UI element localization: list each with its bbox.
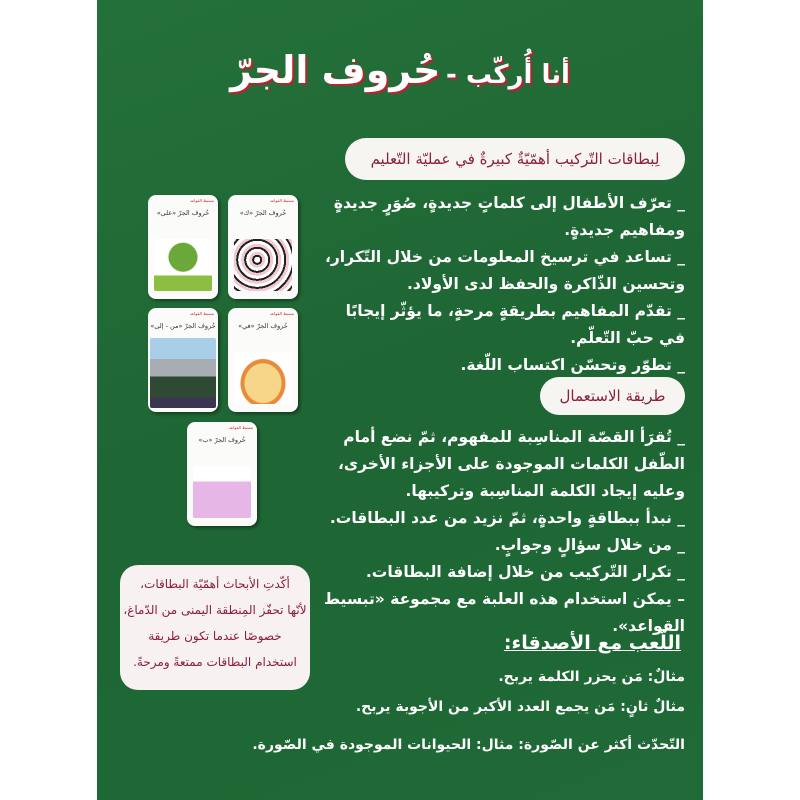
list-item: _ من خلال سؤالٍ وجوابٍ. [494,536,685,554]
card-tag: تبسيط القواعد [269,311,294,316]
page-title [97,48,703,92]
section3-footer: التّحدّث أكثر عن الصّورة: مثال: الحيوانات الموجودة في الصّورة. [252,737,685,753]
card-illustration [234,239,292,291]
card-min-ila [148,308,218,412]
note-line: لأنّها تحفّز المِنطقة اليمنى من الدّماغ، [123,603,307,617]
note-line: خصوصًا عندما تكون طريقة [148,629,282,643]
section3-list [265,662,685,722]
card-tag: تبسيط القواعد [228,425,253,430]
card-tag: تبسيط القواعد [189,198,214,203]
card-title: حُروف الجرّ «ب» [198,436,246,444]
card-ala [148,195,218,299]
research-note [120,565,310,690]
section3-heading: اللّعب مع الأصدقاء: [503,632,681,654]
list-item: _ تطوّر وتحسّن اكتساب اللّغة. [460,356,685,374]
tree-illustration [154,239,212,291]
list-item: _ تقدّم المفاهيم بطريقةٍ مرحةٍ، ما يؤثّر إيجابًا في حبّ التّعلّم. [345,302,685,347]
section2-heading: طريقة الاستعمال [540,377,685,415]
list-item: مثالٌ ثانٍ: مَن يجمع العدد الأكبر من الأجوبة يربح. [355,699,685,715]
card-k [228,195,298,299]
card-tag: تبسيط القواعد [189,311,214,316]
series-title: أنا أُركّب - [446,60,570,90]
list-item: _ تعرّف الأطفال إلى كلماتٍ جديدةٍ، صُوَرٍ جديدةٍ ومفاهيم جديدةٍ. [333,194,685,239]
section1-heading: لِبطاقات التّركيب أهمّيّةٌ كبيرةٌ في عمليّة التّعليم [345,138,685,180]
card-title: حُروف الجرّ «من - إلى» [150,322,216,330]
children-illustration [193,466,251,518]
note-line: أكّدتِ الأبحاث أهمّيّة البطاقات، [140,577,290,591]
list-item: _ تكرار التّركيب من خلال إضافة البطاقات. [365,563,685,581]
card-ba [187,422,257,526]
card-title: حُروف الجرّ «في» [238,322,288,330]
list-item: _ نبدأ ببطاقةٍ واحدةٍ، ثمّ نزيد من عدد البطاقات. [329,509,685,527]
section1-list [325,190,685,379]
car-illustration [150,338,216,408]
note-line: استخدام البطاقات ممتعةً ومرحةً. [133,655,297,669]
list-item: – يمكن استخدام هذه العلبة مع مجموعة «تبسيط القواعد». [323,590,685,635]
card-title: حُروف الجرّ «ك» [239,209,287,217]
child-illustration [234,352,292,404]
list-item: _ تُقرَأ القصّة المناسِبة للمفهوم، ثمّ نضع أمام الطّفل الكلمات الموجودة على الأجزاء الأخرى، وعليه إيجاد الكلمة المناسِبة وتركيبها. [338,428,685,500]
card-title: حُروف الجرّ «على» [156,209,210,217]
list-item: مثالٌ: مَن يحزر الكلمة يربح. [498,669,685,685]
list-item: _ تساعد في ترسيخ المعلومات من خلال التّكرار، وتحسين الذّاكرة والحفظ لدى الأولاد. [325,248,685,293]
section2-list [305,424,685,640]
card-tag: تبسيط القواعد [269,198,294,203]
card-fi [228,308,298,412]
topic-title: حُروف الجرّ [230,48,441,92]
